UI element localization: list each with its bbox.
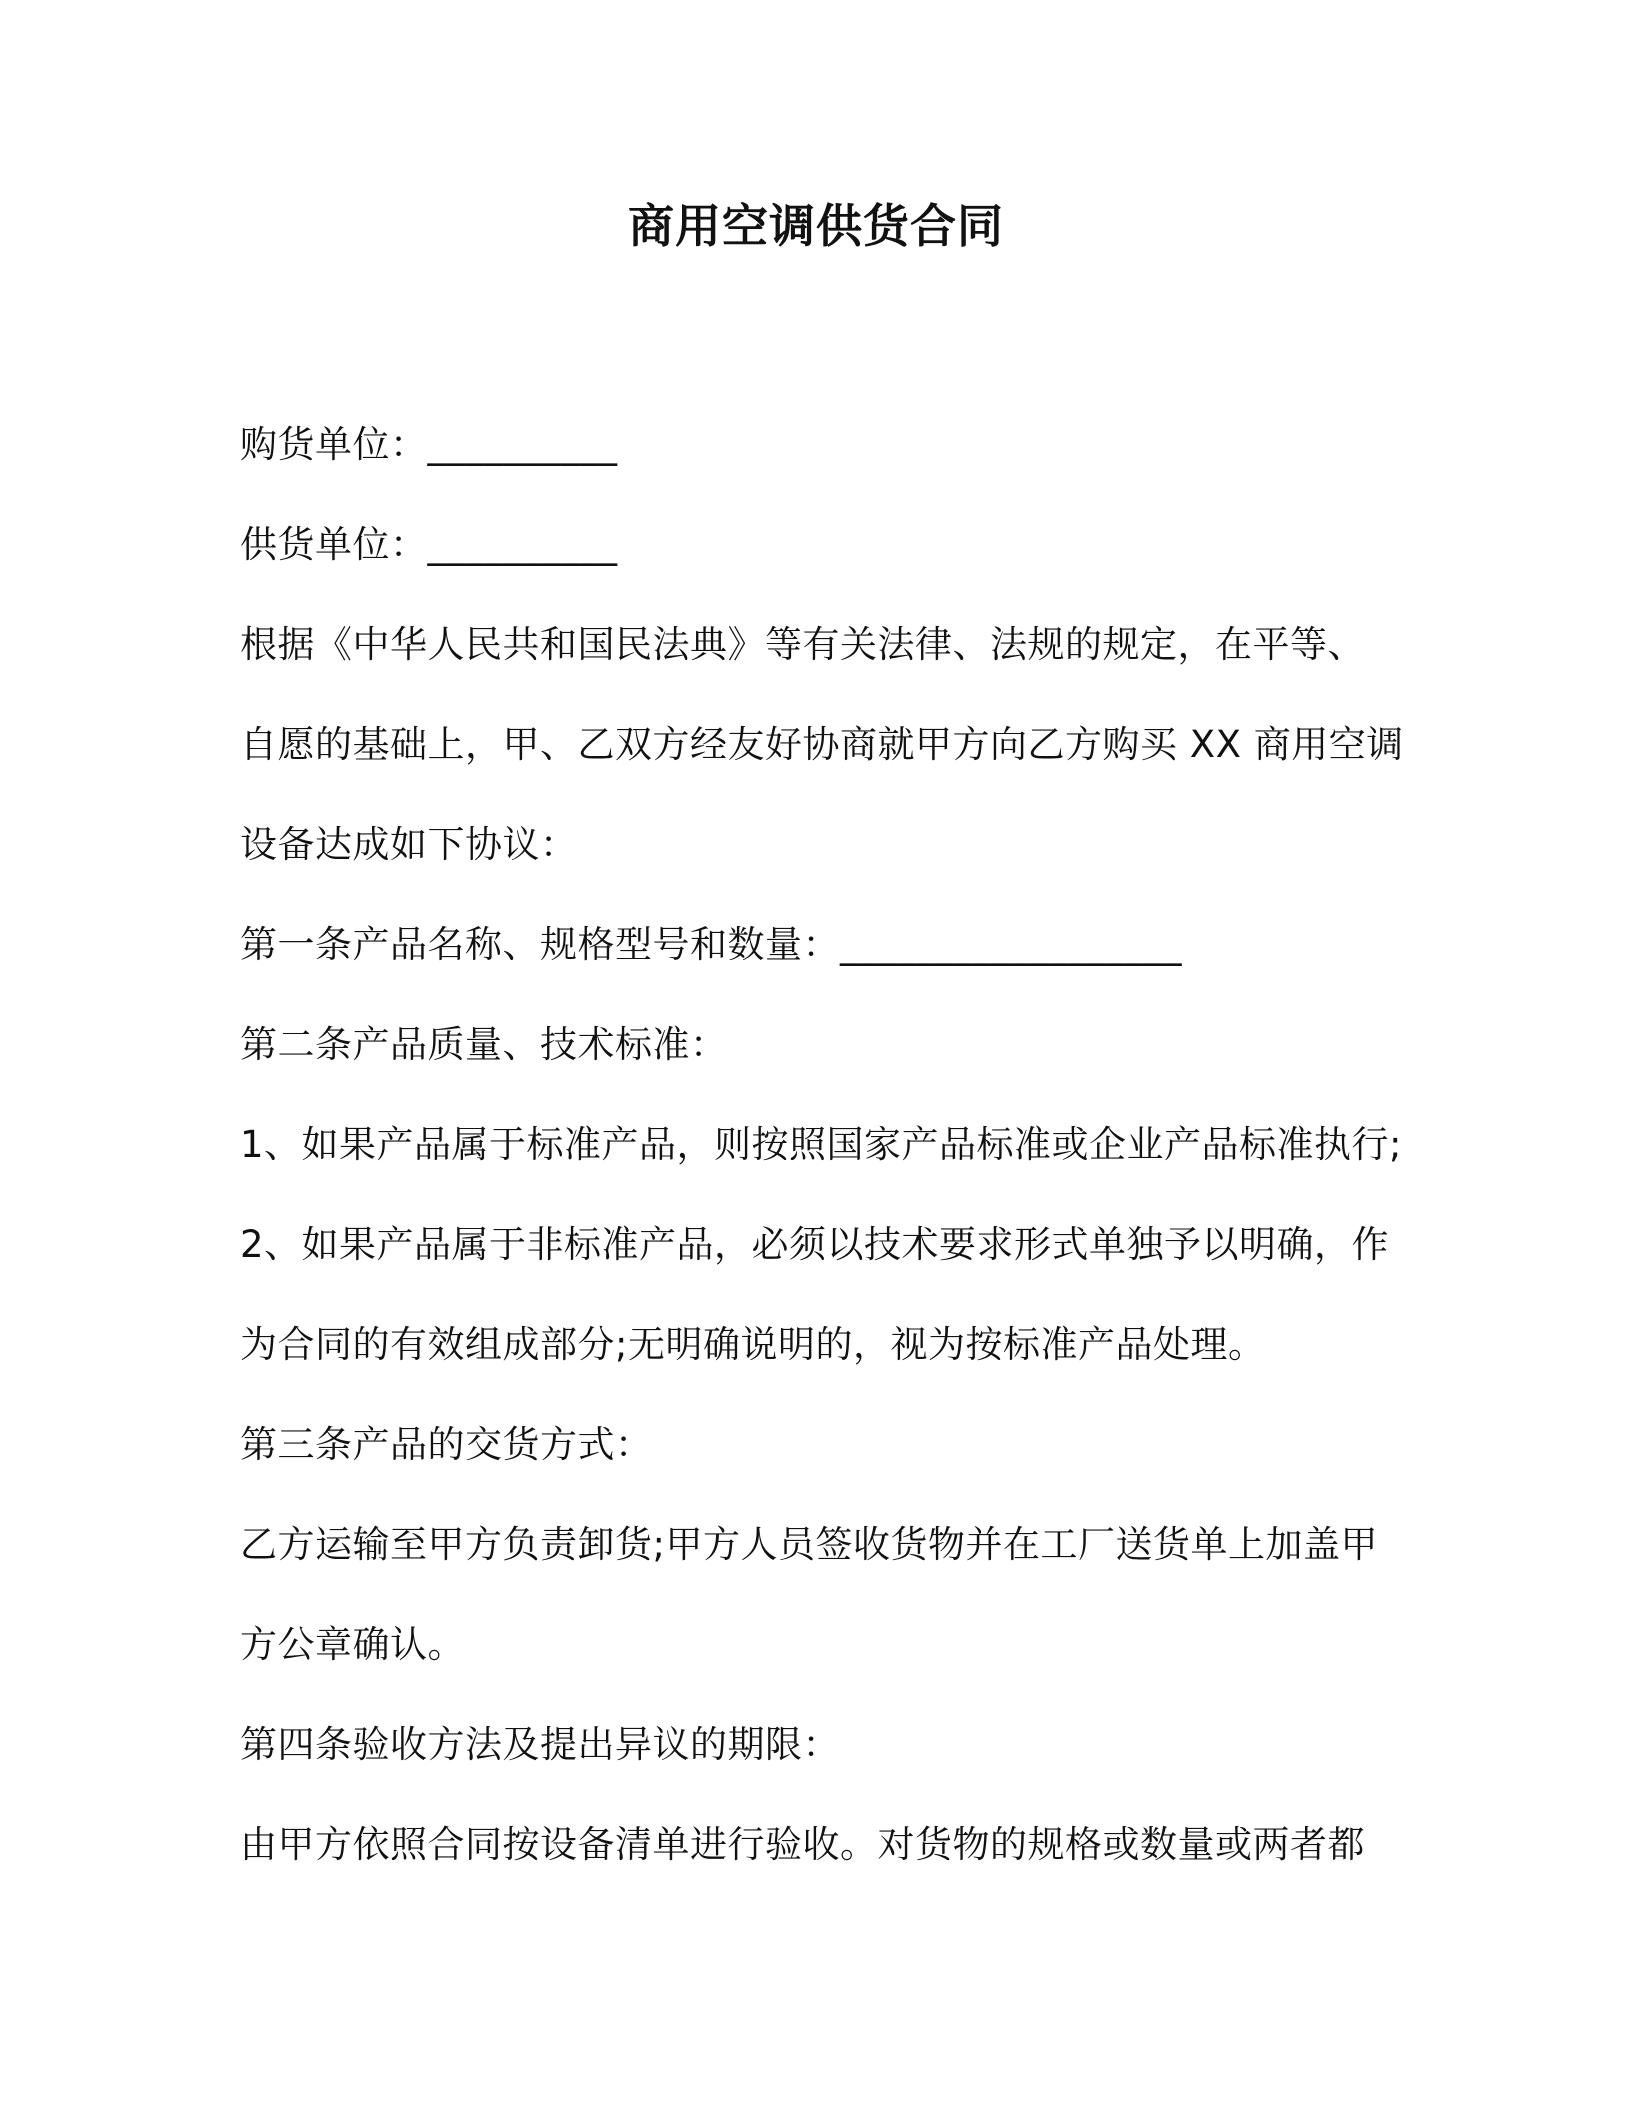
- paragraph-line: 设备达成如下协议：: [240, 823, 578, 866]
- clause-heading: 第四条验收方法及提出异议的期限：: [240, 1723, 840, 1766]
- paragraph-line: 自愿的基础上，甲、乙双方经友好协商就甲方向乙方购买 XX 商用空调: [240, 723, 1404, 766]
- supplier-line: 供货单位：__________: [240, 523, 618, 566]
- paragraph-line: 1、如果产品属于标准产品，则按照国家产品标准或企业产品标准执行;: [240, 1123, 1403, 1166]
- paragraph-line: 乙方运输至甲方负责卸货;甲方人员签收货物并在工厂送货单上加盖甲: [240, 1523, 1378, 1566]
- clause-heading: 第一条产品名称、规格型号和数量：__________________: [240, 923, 1182, 966]
- paragraph-line: 2、如果产品属于非标准产品，必须以技术要求形式单独予以明确，作: [240, 1223, 1390, 1266]
- paragraph-line: 由甲方依照合同按设备清单进行验收。对货物的规格或数量或两者都: [240, 1823, 1365, 1866]
- document-title: 商用空调供货合同: [628, 199, 1004, 253]
- paragraph-line: 为合同的有效组成部分;无明确说明的，视为按标准产品处理。: [240, 1323, 1266, 1366]
- clause-heading: 第三条产品的交货方式：: [240, 1423, 653, 1466]
- paragraph-line: 根据《中华人民共和国民法典》等有关法律、法规的规定，在平等、: [240, 623, 1365, 666]
- clause-heading: 第二条产品质量、技术标准：: [240, 1023, 728, 1066]
- buyer-line: 购货单位：__________: [240, 423, 618, 466]
- paragraph-line: 方公章确认。: [240, 1623, 465, 1666]
